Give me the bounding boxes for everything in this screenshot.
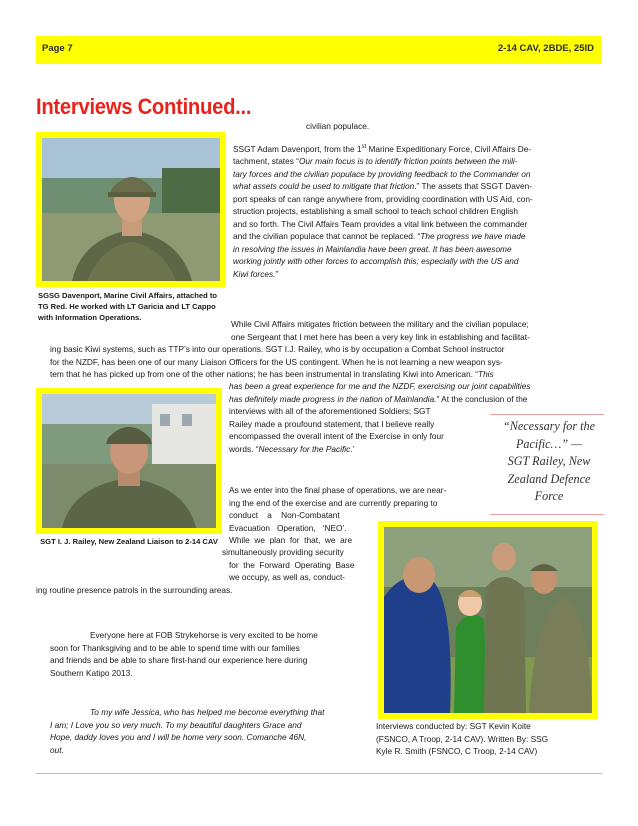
page-title: Interviews Continued... xyxy=(36,94,252,119)
pull-quote-line: “Necessary for the xyxy=(502,419,596,433)
article-line: for the Forward Operating Base xyxy=(229,559,355,570)
article-text-top xyxy=(306,120,369,133)
article-line: out. xyxy=(50,744,64,755)
credits-line: (FSNCO, A Troop, 2-14 CAV). Written By: SSG xyxy=(376,733,549,744)
article-paragraph-operations-mid xyxy=(222,546,372,584)
article-line: To my wife Jessica, who has helped me become everything that xyxy=(90,707,325,717)
article-line: one Sergeant that I met here has been a very key link in establishing and facilitat- xyxy=(231,331,530,342)
article-line: ing basic Kiwi systems, such as TTP’s into our operations. SGT I.J. Railey, who is by occupation a Combat School instructor xyxy=(50,344,505,354)
article-text: ” xyxy=(275,268,279,279)
page-number: Page 7 xyxy=(42,43,73,54)
article-paragraph-operations-narrow xyxy=(229,509,371,547)
article-line: Evacuation Operation, ‘NEO’. xyxy=(229,522,347,533)
article-line: ing the end of the exercise and are currently preparing to xyxy=(229,497,438,508)
page-header-bar xyxy=(36,36,602,64)
article-paragraph-thanksgiving xyxy=(50,629,372,679)
pull-quote xyxy=(494,418,604,506)
article-credits xyxy=(374,720,598,772)
quote-line: in resolving the issues in Mainlandia have been great. It has been awesome xyxy=(233,243,512,254)
footer-rule xyxy=(36,773,602,774)
pull-quote-top-rule xyxy=(490,414,604,415)
article-line: struction projects, establishing a small school to teach school children English xyxy=(233,206,519,217)
article-text: .’ xyxy=(350,443,355,454)
article-line: Railey made a proufound statement, that I believe really xyxy=(229,418,435,429)
article-text: words. “ xyxy=(229,443,259,454)
quote-line: has been a great experience for me and the NZDF, exercising our joint capabilities xyxy=(229,381,531,391)
railey-photo-caption: SGT I. J. Railey, New Zealand Liaison to 2-14 CAV xyxy=(40,537,218,546)
article-line xyxy=(233,230,598,243)
article-paragraph-davenport xyxy=(233,141,598,280)
article-line xyxy=(229,443,491,456)
article-line: encompassed the overall intent of the Exercise in only four xyxy=(229,431,444,441)
article-line: simultaneously providing security xyxy=(222,547,344,557)
article-line: While Civil Affairs mitigates friction between the military and the civilian populace; xyxy=(231,319,529,329)
credits-line: Kyle R. Smith (FSNCO, C Troop, 2-14 CAV) xyxy=(376,746,538,756)
article-line: we occupy, as well as, conduct- xyxy=(229,572,346,582)
article-line: civilian populace. xyxy=(306,121,370,131)
article-line: for the NZDF, has been one of our many Liaison Officers for the US contingent. When he is not learning a new weapon sys- xyxy=(50,356,503,367)
article-line: I am; I Love you so very much. To my beautiful daughters Grace and xyxy=(50,719,302,730)
quote-text: Necessary for the Pacific xyxy=(258,443,351,454)
article-text: tachment, states “ xyxy=(233,156,299,167)
article-line xyxy=(233,155,598,168)
article-line: ing routine presence patrols in the surrounding areas. xyxy=(36,585,233,595)
article-line xyxy=(50,368,598,381)
pull-quote-line: Zealand Defence xyxy=(507,471,591,486)
article-line: soon for Thanksgiving and to be able to spend time with our families xyxy=(50,642,300,653)
davenport-photo-caption: SGSG Davenport, Marine Civil Affairs, attached to TG Red. He worked with LT Garicia and LT Cappo with Information Operations. xyxy=(38,291,218,322)
railey-photo xyxy=(42,394,216,528)
quote-text: what assets could be used to mitigate that friction xyxy=(233,181,415,192)
article-line: and friends and be able to share first-hand our experience here during xyxy=(50,655,308,665)
article-paragraph-operations xyxy=(229,484,491,509)
quote-line: working jointly with other forces to accomplish this; especially with the US and xyxy=(233,256,519,267)
article-line: conduct a Non-Combatant xyxy=(229,510,340,520)
pull-quote-bottom-rule xyxy=(490,514,604,515)
article-paragraph-railey-intro xyxy=(228,318,598,343)
article-line: port speaks of can range anywhere from, providing coordination with US Aid, con- xyxy=(233,193,533,204)
article-line xyxy=(233,141,598,155)
quote-text: Our main focus is to identify friction points between the mili- xyxy=(298,156,518,167)
article-line-lead: SSGT Adam Davenport, from the 1 xyxy=(233,143,362,154)
article-line: While we plan for that, we are xyxy=(229,535,353,545)
article-text: and the civilian populace that cannot be replaced. “ xyxy=(233,231,421,242)
article-line: As we enter into the final phase of operations, we are near- xyxy=(229,485,447,495)
article-text: tem that he has picked up from one of the other nations; he has been instrumental in translating Kiwi into American. “ xyxy=(50,369,478,379)
article-line xyxy=(233,180,598,193)
article-line xyxy=(233,268,598,281)
article-line: and so forth. The Civil Affairs Team provides a vital link between the commander xyxy=(233,218,528,229)
quote-text: Kiwi forces. xyxy=(233,268,276,279)
quote-line: tary forces and the civilian populace by providing feedback to the Commander on xyxy=(233,168,531,179)
quote-text: has definitely made progress in the nation of Mainlandia. xyxy=(229,393,437,404)
article-text: .” The assets that SSGT Daven- xyxy=(414,181,532,192)
quote-text: This xyxy=(478,369,494,379)
article-paragraph-dedication xyxy=(50,706,372,756)
pull-quote-line: Force xyxy=(534,489,564,503)
article-text: ” At the conclusion of the xyxy=(436,393,528,404)
pull-quote-line: SGT Railey, New xyxy=(507,454,591,468)
article-line xyxy=(229,393,528,406)
article-paragraph-conclusion xyxy=(229,380,531,455)
article-line-rest: Marine Expeditionary Force, Civil Affairs De- xyxy=(366,143,532,154)
article-line: Everyone here at FOB Strykehorse is very excited to be home xyxy=(90,630,318,640)
credits-line: Interviews conducted by: SGT Kevin Koite xyxy=(376,721,531,731)
pull-quote-line: Pacific…” — xyxy=(515,436,582,451)
superscript: st xyxy=(361,144,367,150)
unit-label: 2-14 CAV, 2BDE, 25ID xyxy=(497,43,594,54)
group-photo xyxy=(384,527,592,713)
quote-text: The progress we have made xyxy=(420,231,526,242)
article-paragraph-operations-end xyxy=(36,584,372,597)
article-line: Hope, daddy loves you and I will be home very soon. Comanche 46N, xyxy=(50,732,307,742)
davenport-photo xyxy=(42,138,220,281)
article-line: Southern Katipo 2013. xyxy=(50,667,133,678)
article-line: interviews with all of the aforementioned Soldiers; SGT xyxy=(229,406,431,416)
article-paragraph-railey-wide xyxy=(50,343,598,381)
